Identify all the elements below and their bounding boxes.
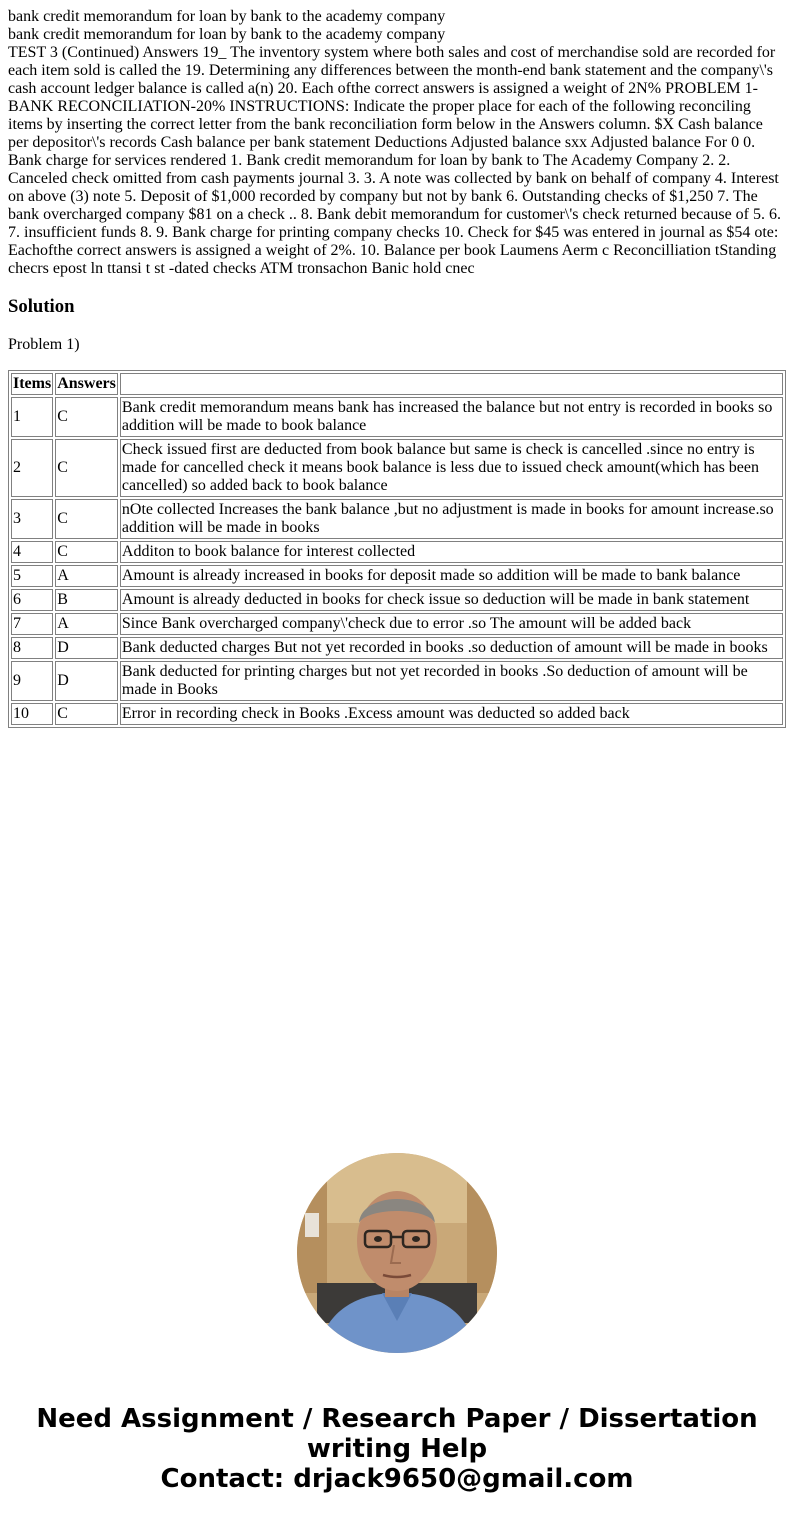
answer-cell: C [55,439,118,497]
table-header-row [11,373,783,395]
explanation-cell: nOte collected Increases the bank balance ,but no adjustment is made in books for amount increase.so addition will be made in books [120,499,783,539]
header-explanation [120,373,783,395]
explanation-cell: Bank deducted for printing charges but not yet recorded in books .So deduction of amount will be made in Books [120,661,783,701]
answer-cell: C [55,499,118,539]
item-cell: 4 [11,541,53,563]
footer-banner [0,1404,794,1494]
table-row [11,613,783,635]
answer-cell: C [55,541,118,563]
header-items: Items [11,373,53,395]
document-body [0,0,794,728]
footer-contact: Contact: drjack9650@gmail.com [160,1464,634,1494]
explanation-cell: Bank deducted charges But not yet recorded in books .so deduction of amount will be made in books [120,637,783,659]
answer-cell: C [55,397,118,437]
item-cell: 6 [11,589,53,611]
explanation-cell: Check issued first are deducted from book balance but same is check is cancelled .since no entry is made for cancelled check it means book balance is less due to issued check amount(which has been cancelled) so added back to book balance [120,439,783,497]
answer-cell: B [55,589,118,611]
answer-cell: A [55,565,118,587]
table-row [11,439,783,497]
item-cell: 8 [11,637,53,659]
explanation-cell: Bank credit memorandum means bank has increased the balance but not entry is recorded in books so addition will be made to book balance [120,397,783,437]
explanation-cell: Since Bank overcharged company\'check due to error .so The amount will be added back [120,613,783,635]
header-answers: Answers [55,373,118,395]
explanation-cell: Error in recording check in Books .Excess amount was deducted so added back [120,703,783,725]
explanation-cell: Amount is already increased in books for deposit made so addition will be made to bank balance [120,565,783,587]
item-cell: 7 [11,613,53,635]
footer-line-1: Need Assignment / Research Paper / Dissertation [36,1404,758,1434]
answer-cell: D [55,661,118,701]
explanation-cell: Additon to book balance for interest collected [120,541,783,563]
item-cell: 2 [11,439,53,497]
avatar [297,1153,497,1353]
item-cell: 9 [11,661,53,701]
header-line-2: bank credit memorandum for loan by bank to the academy company [8,26,446,43]
answers-table [8,370,786,728]
table-row [11,541,783,563]
item-cell: 5 [11,565,53,587]
table-row [11,499,783,539]
explanation-cell: Amount is already deducted in books for check issue so deduction will be made in bank statement [120,589,783,611]
item-cell: 1 [11,397,53,437]
table-row [11,397,783,437]
header-line-1: bank credit memorandum for loan by bank to the academy company [8,8,446,25]
item-cell: 10 [11,703,53,725]
answer-cell: D [55,637,118,659]
problem-label: Problem 1) [8,336,80,353]
table-row [11,637,783,659]
solution-heading: Solution [8,296,75,317]
table-row [11,565,783,587]
answer-cell: A [55,613,118,635]
table-row [11,661,783,701]
answer-cell: C [55,703,118,725]
question-text: TEST 3 (Continued) Answers 19_ The inventory system where both sales and cost of merchandise sold are recorded for each item sold is called the 19. Determining any differences between the month-end bank statement and the company\'s cash account ledger balance is called a(n) 20. Each ofthe correct answers is assigned a weight of 2N% PROBLEM 1- BANK RECONCILIATION-20% INSTRUCTIONS: Indicate the proper place for each of the following reconciling items by inserting the correct letter from the bank reconciliation form below in the Answers column. $X Cash balance per depositor\'s records Cash balance per bank statement Deductions Adjusted balance sxx Adjusted balance For 0 0. Bank charge for services rendered 1. Bank credit memorandum for loan by bank to The Academy Company 2. 2. Canceled check omitted from cash payments journal 3. 3. A note was collected by bank on behalf of company 4. Interest on above (3) note 5. Deposit of $1,000 recorded by company but not by bank 6. Outstanding checks of $1,250 7. The bank overcharged company $81 on a check .. 8. Bank debit memorandum for customer\'s check returned because of 5. 6. 7. insufficient funds 8. 9. Bank charge for printing company checks 10. Check for $45 was entered in journal as $54 ote: Eachofthe correct answers is assigned a weight of 2%. 10. Balance per book Laumens Aerm c Reconcilliation tStanding checrs epost ln ttansi t st -dated checks ATM tronsachon Banic hold cnec [8,44,781,277]
footer-line-2: writing Help [306,1434,488,1464]
table-row [11,703,783,725]
table-row [11,589,783,611]
tutor-portrait-image [297,1153,497,1353]
item-cell: 3 [11,499,53,539]
